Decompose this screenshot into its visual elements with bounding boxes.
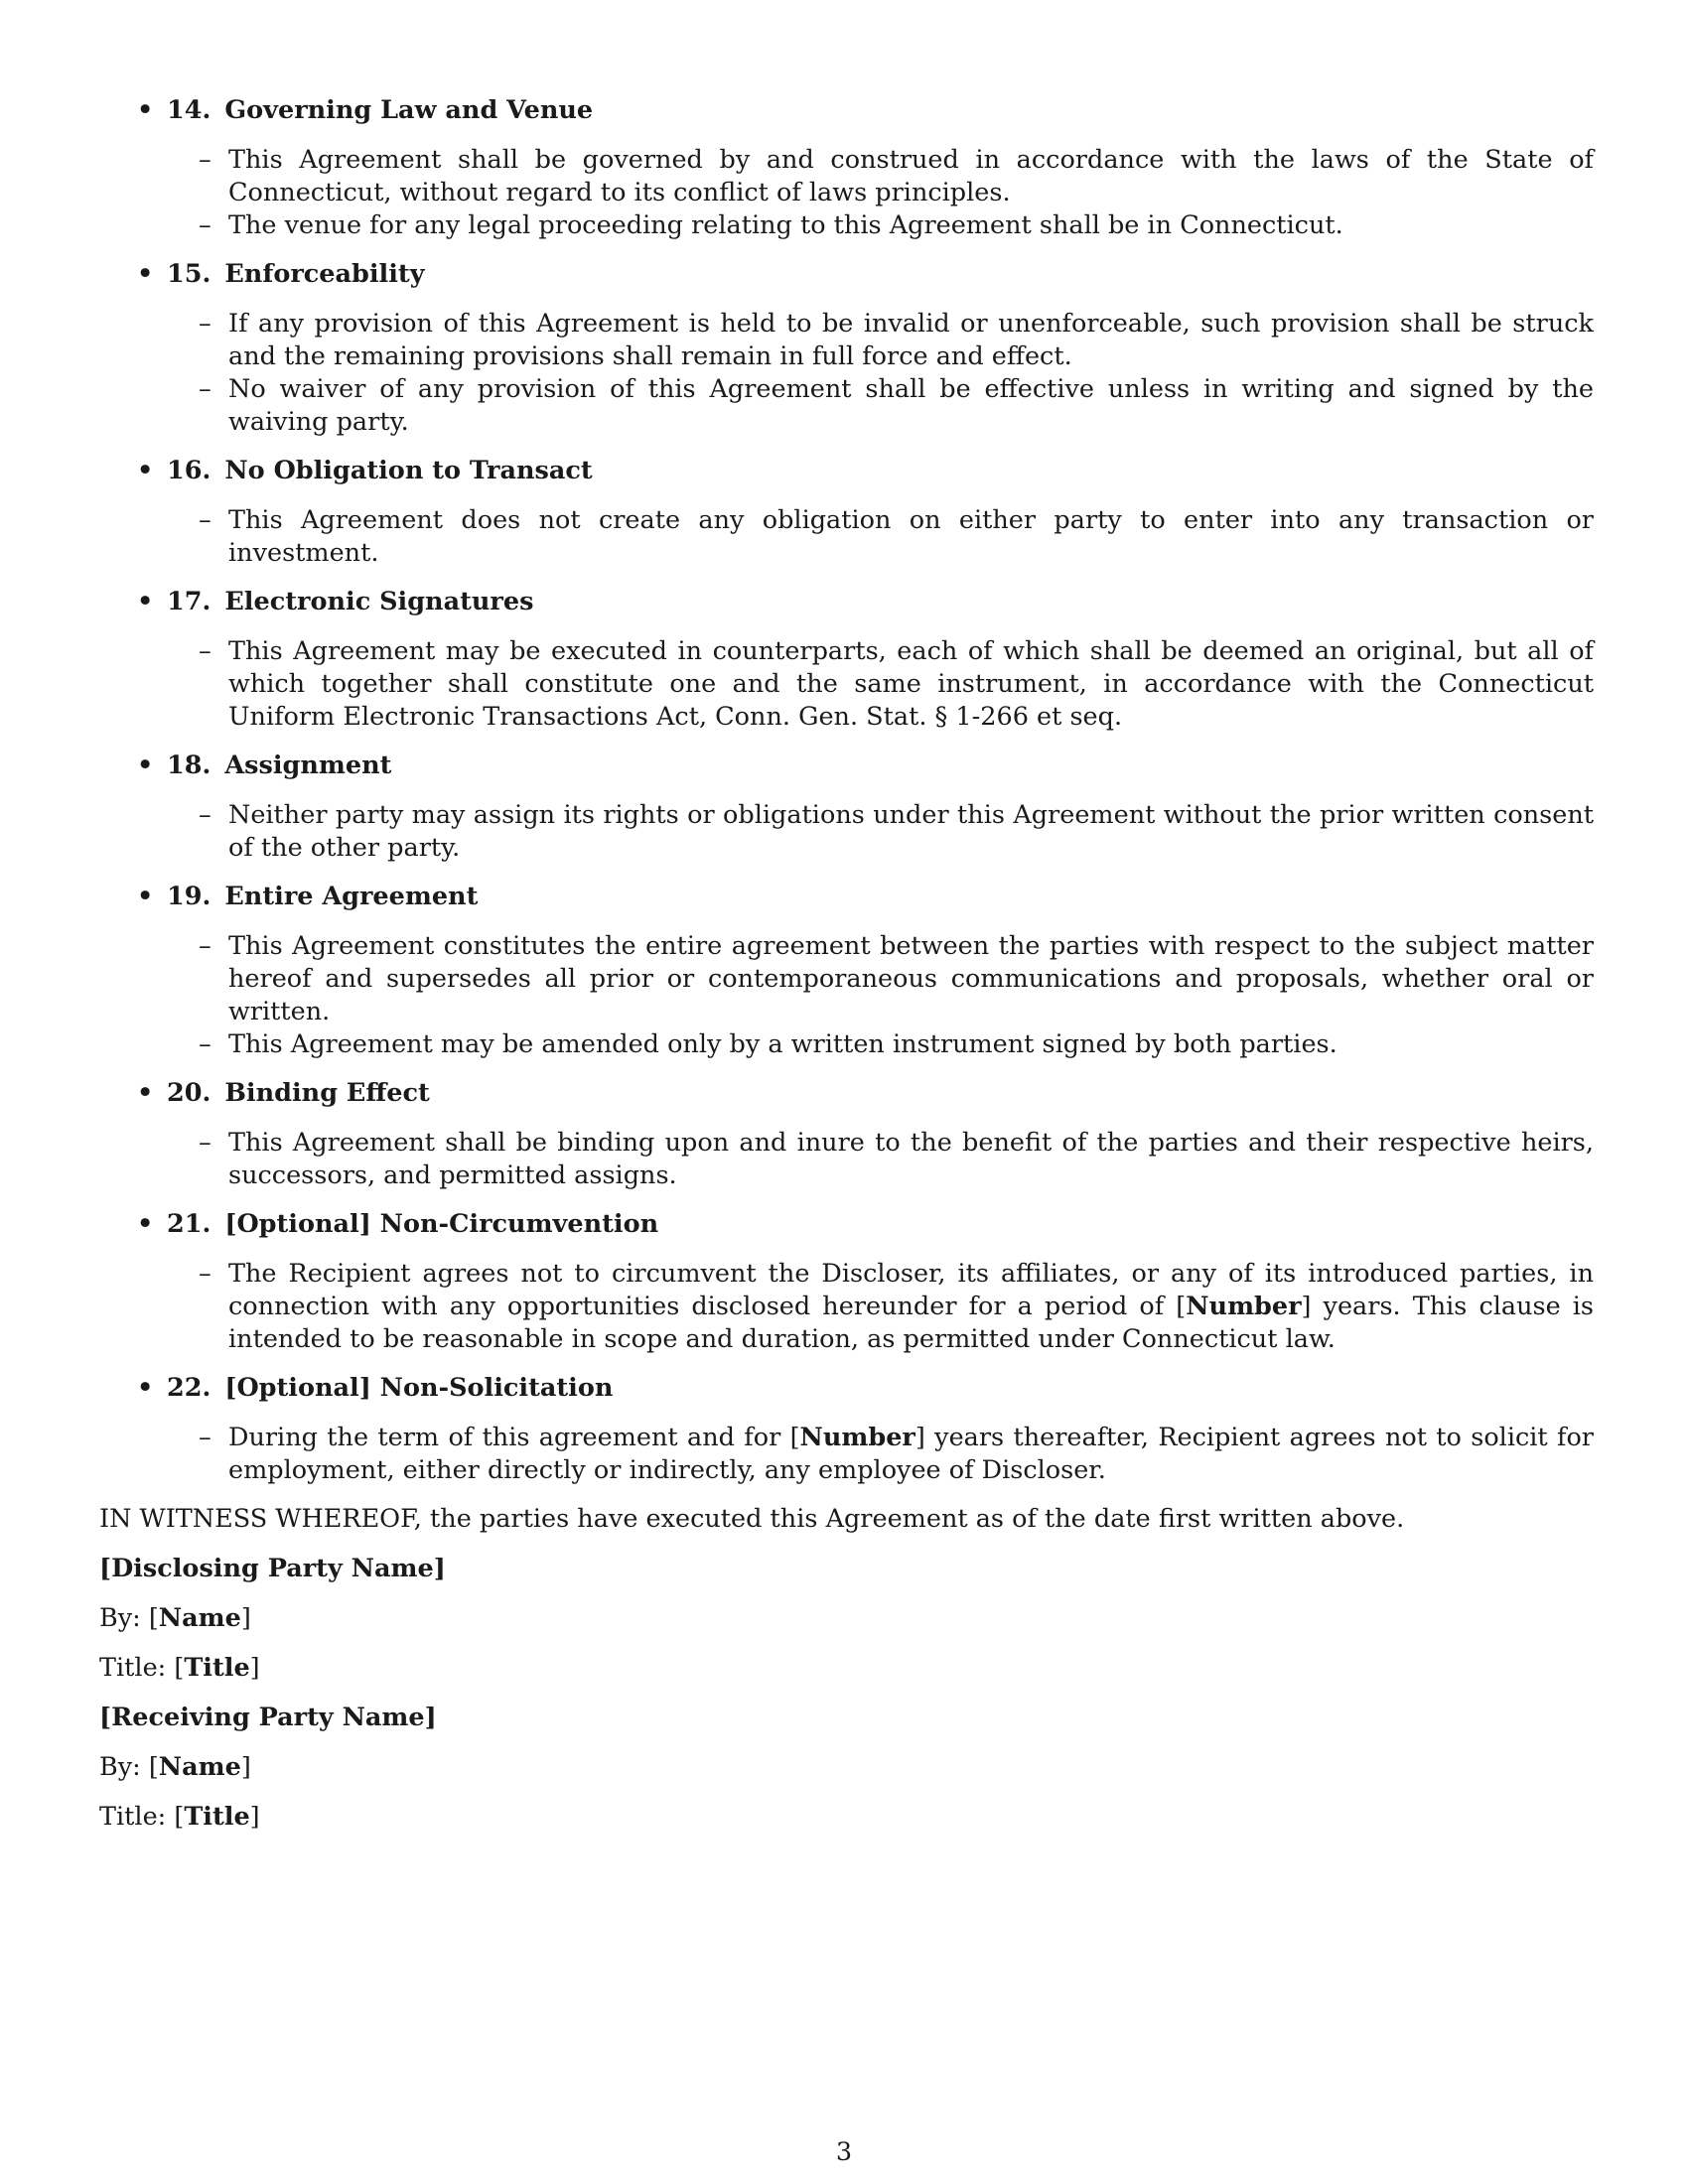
bullet-icon: •	[137, 882, 154, 911]
section-title: No Obligation to Transact	[224, 456, 593, 485]
section-15	[99, 258, 1594, 439]
section-heading	[99, 881, 1594, 913]
dash-icon: –	[199, 1423, 211, 1452]
section-14	[99, 94, 1594, 242]
name-placeholder: Name	[158, 1752, 241, 1782]
bullet-icon: •	[137, 751, 154, 780]
placeholder-number: Number	[799, 1423, 915, 1452]
dash-icon: –	[199, 309, 211, 339]
dash-icon: –	[199, 800, 211, 830]
dash-icon: –	[199, 931, 211, 961]
title-placeholder: Title	[184, 1653, 250, 1683]
section-number: 20.	[167, 1078, 211, 1108]
section-clause: – During the term of this agreement and for [Number] years thereafter, Recipient agrees not to solicit for employment, either directly or indirectly, any employee of Discloser.	[199, 1423, 1594, 1485]
section-number: 21.	[167, 1209, 211, 1239]
dash-icon: –	[199, 505, 211, 535]
section-title: Enforceability	[224, 259, 425, 289]
section-heading	[99, 455, 1594, 487]
section-number: 19.	[167, 882, 211, 911]
section-18	[99, 750, 1594, 865]
section-title: Governing Law and Venue	[224, 95, 594, 125]
bullet-icon: •	[137, 1373, 154, 1403]
page-number: 3	[835, 2137, 853, 2167]
section-clause: – This Agreement constitutes the entire agreement between the parties with respect to the subject matter hereof and supersedes all prior or contemporaneous communications and proposals, whether oral or written.	[199, 931, 1594, 1026]
section-19	[99, 881, 1594, 1061]
bullet-icon: •	[137, 1078, 154, 1108]
section-22	[99, 1372, 1594, 1487]
section-clause: – The venue for any legal proceeding relating to this Agreement shall be in Connecticut.	[199, 210, 1343, 240]
section-clause: – The Recipient agrees not to circumvent the Discloser, its affiliates, or any of its introduced parties, in connection with any opportunities disclosed hereunder for a period of [Number] years. This clause is intended to be reasonable in scope and duration, as permitted under Connecticut law.	[199, 1259, 1594, 1354]
witness-clause: IN WITNESS WHEREOF, the parties have executed this Agreement as of the date first written above.	[99, 1504, 1405, 1534]
bullet-icon: •	[137, 456, 154, 485]
section-clause: – This Agreement does not create any obligation on either party to enter into any transaction or investment.	[199, 505, 1594, 568]
section-heading	[99, 1372, 1594, 1405]
section-title: [Optional] Non-Solicitation	[224, 1373, 614, 1403]
section-number: 18.	[167, 751, 211, 780]
section-list	[99, 94, 1594, 1192]
dash-icon: –	[199, 1029, 211, 1059]
section-number: 16.	[167, 456, 211, 485]
section-title: Entire Agreement	[224, 882, 479, 911]
section-clause: – This Agreement may be executed in counterparts, each of which shall be deemed an original, but all of which together shall constitute one and the same instrument, in accordance with the Connecticut Uniform Electronic Transactions Act, Conn. Gen. Stat. § 1-266 et seq.	[199, 636, 1594, 732]
receiving-party-name: [Receiving Party Name]	[99, 1703, 437, 1732]
section-heading	[99, 750, 1594, 782]
section-heading	[99, 1077, 1594, 1110]
receiving-title-line: Title: [Title]	[99, 1802, 260, 1832]
section-clause: – This Agreement shall be governed by and construed in accordance with the laws of the State of Connecticut, without regard to its conflict of laws principles.	[199, 145, 1594, 207]
dash-icon: –	[199, 145, 211, 175]
dash-icon: –	[199, 1128, 211, 1158]
section-heading	[99, 1208, 1594, 1241]
section-clause: – No waiver of any provision of this Agreement shall be effective unless in writing and signed by the waiving party.	[199, 374, 1594, 437]
section-16	[99, 455, 1594, 570]
section-heading	[99, 94, 1594, 127]
section-20	[99, 1077, 1594, 1192]
section-number: 15.	[167, 259, 211, 289]
placeholder-number: Number	[1186, 1292, 1302, 1321]
title-placeholder: Title	[184, 1802, 250, 1832]
section-title: Binding Effect	[224, 1078, 430, 1108]
section-title: Electronic Signatures	[224, 587, 534, 616]
bullet-icon: •	[137, 1209, 154, 1239]
dash-icon: –	[199, 210, 211, 240]
section-clause: – This Agreement shall be binding upon and inure to the benefit of the parties and their respective heirs, successors, and permitted assigns.	[199, 1128, 1594, 1190]
disclosing-party-name: [Disclosing Party Name]	[99, 1554, 446, 1583]
section-title: Assignment	[224, 751, 392, 780]
section-number: 17.	[167, 587, 211, 616]
section-clause: – Neither party may assign its rights or obligations under this Agreement without the prior written consent of the other party.	[199, 800, 1594, 863]
bullet-icon: •	[137, 259, 154, 289]
section-17	[99, 586, 1594, 734]
section-heading	[99, 586, 1594, 618]
section-clause: – If any provision of this Agreement is held to be invalid or unenforceable, such provision shall be struck and the remaining provisions shall remain in full force and effect.	[199, 309, 1594, 371]
section-number: 22.	[167, 1373, 211, 1403]
disclosing-title-line: Title: [Title]	[99, 1653, 260, 1683]
bullet-icon: •	[137, 95, 154, 125]
section-21	[99, 1208, 1594, 1356]
receiving-by-line: By: [Name]	[99, 1752, 251, 1782]
dash-icon: –	[199, 636, 211, 666]
document-body	[99, 94, 1594, 1834]
disclosing-by-line: By: [Name]	[99, 1603, 251, 1633]
section-heading	[99, 258, 1594, 291]
name-placeholder: Name	[158, 1603, 241, 1633]
section-number: 14.	[167, 95, 211, 125]
dash-icon: –	[199, 1259, 211, 1289]
section-clause: – This Agreement may be amended only by a written instrument signed by both parties.	[199, 1029, 1337, 1059]
section-title: [Optional] Non-Circumvention	[224, 1209, 659, 1239]
bullet-icon: •	[137, 587, 154, 616]
dash-icon: –	[199, 374, 211, 404]
